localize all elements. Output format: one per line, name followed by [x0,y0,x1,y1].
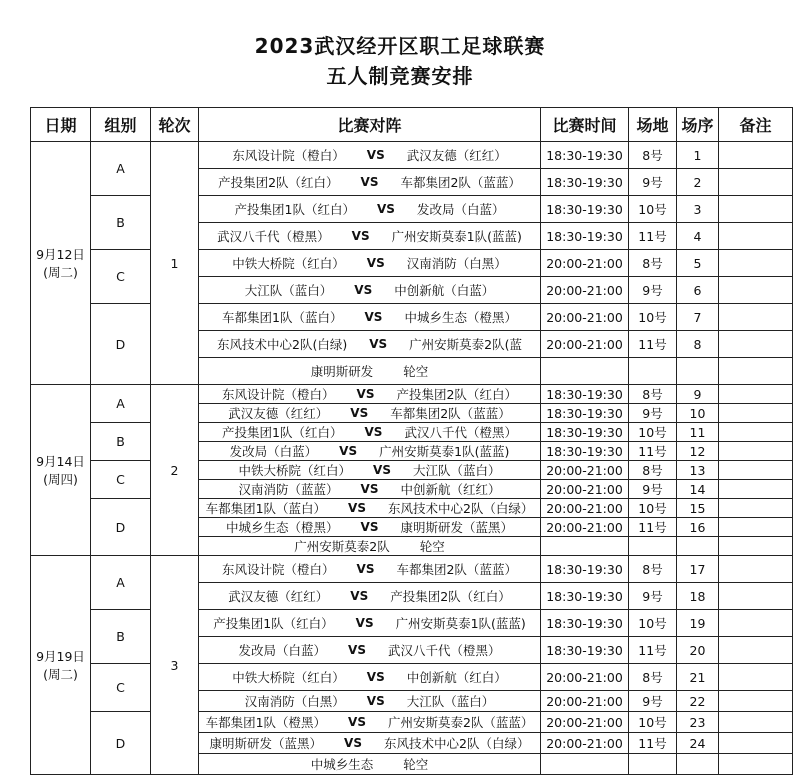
vs-label: VS [360,482,379,496]
matchup-cell [199,385,541,404]
time-cell: 20:00-21:00 [541,331,629,358]
time-cell: 18:30-19:30 [541,196,629,223]
table-row [31,610,793,637]
away-team: 车都集团2队（蓝蓝） [396,562,517,577]
bye-info [199,537,540,555]
home-team: 东风技术中心2队(白绿) [217,337,348,352]
venue-cell: 11号 [629,223,677,250]
vs-label: VS [351,229,370,243]
note-cell [719,404,793,423]
home-team: 武汉八千代（橙黑） [217,229,330,244]
group-cell: C [91,461,151,499]
round-cell: 1 [151,142,199,385]
page-subtitle: 五人制竞赛安排 [326,64,474,88]
away-team: 广州安斯莫泰1队(蓝蓝) [379,444,510,459]
table-row [31,712,793,733]
group-cell: B [91,196,151,250]
home-team: 武汉友德（红红） [228,406,329,421]
table-row [31,499,793,518]
vs-label: VS [369,337,388,351]
bye-info [199,755,540,773]
group-cell: B [91,423,151,461]
matchup [199,173,540,191]
venue-cell: 10号 [629,196,677,223]
vs-label: VS [366,256,385,270]
order-cell: 23 [677,712,719,733]
matchup [199,423,540,441]
matchup [199,281,540,299]
time-cell: 18:30-19:30 [541,223,629,250]
matchup-cell [199,404,541,423]
venue-cell: 8号 [629,250,677,277]
note-cell [719,223,793,250]
vs-label: VS [356,562,375,576]
group-cell: C [91,250,151,304]
matchup-cell [199,637,541,664]
venue-cell: 11号 [629,637,677,664]
time-cell: 20:00-21:00 [541,691,629,712]
note-cell [719,442,793,461]
round-cell: 3 [151,556,199,775]
bye-cell [199,537,541,556]
time-cell: 18:30-19:30 [541,583,629,610]
vs-label: VS [354,283,373,297]
order-cell: 1 [677,142,719,169]
matchup [199,254,540,272]
matchup [199,461,540,479]
note-cell [719,610,793,637]
date-text: 9月12日 [36,247,85,262]
vs-label: VS [373,463,391,477]
matchup-cell [199,442,541,461]
bye-cell [199,754,541,775]
matchup [199,734,540,752]
venue-cell: 8号 [629,385,677,404]
weekday-text: (周四) [43,472,78,487]
note-cell [719,169,793,196]
matchup-cell [199,169,541,196]
time-cell: 18:30-19:30 [541,169,629,196]
matchup [199,668,540,686]
bye-label: 轮空 [419,539,445,554]
home-team: 大江队（蓝白） [244,283,333,298]
date-text: 9月19日 [36,649,85,664]
matchup [199,146,540,164]
time-cell: 20:00-21:00 [541,304,629,331]
order-cell: 12 [677,442,719,461]
note-cell [719,304,793,331]
vs-label: VS [350,589,369,603]
header-date: 日期 [31,108,91,142]
venue-cell: 9号 [629,404,677,423]
venue-cell: 9号 [629,169,677,196]
order-cell: 16 [677,518,719,537]
bye-cell [199,358,541,385]
vs-label: VS [348,715,366,729]
matchup [199,385,540,403]
time-cell: 18:30-19:30 [541,442,629,461]
schedule-table [30,107,793,775]
date-text: 9月14日 [36,454,85,469]
note-cell [719,196,793,223]
header-time: 比赛时间 [541,108,629,142]
bye-order-cell [677,537,719,556]
matchup-cell [199,223,541,250]
header-venue: 场地 [629,108,677,142]
venue-cell: 10号 [629,304,677,331]
note-cell [719,664,793,691]
home-team: 中铁大桥院（红白） [232,670,345,685]
away-team: 产投集团2队（红白） [396,387,517,402]
away-team: 中城乡生态（橙黑） [404,310,517,325]
matchup-cell [199,331,541,358]
note-cell [719,423,793,442]
matchup-cell [199,733,541,754]
order-cell: 20 [677,637,719,664]
bye-venue-cell [629,358,677,385]
schedule-body [31,142,793,775]
matchup [199,587,540,605]
home-team: 中铁大桥院（红白） [238,463,352,478]
away-team: 武汉友德（红红） [406,148,507,163]
bye-time-cell [541,537,629,556]
vs-label: VS [366,694,385,708]
matchup-cell [199,480,541,499]
time-cell: 18:30-19:30 [541,637,629,664]
home-team: 汉南消防（蓝蓝） [238,482,339,497]
home-team: 中铁大桥院（红白） [232,256,345,271]
venue-cell: 11号 [629,518,677,537]
home-team: 东风设计院（橙白） [232,148,345,163]
vs-label: VS [339,444,358,458]
vs-label: VS [377,202,395,216]
table-row [31,142,793,169]
note-cell [719,461,793,480]
vs-label: VS [360,175,379,189]
group-cell: D [91,304,151,385]
matchup [199,335,540,353]
order-cell: 19 [677,610,719,637]
note-cell [719,331,793,358]
round-cell: 2 [151,385,199,556]
table-row [31,196,793,223]
order-cell: 7 [677,304,719,331]
order-cell: 18 [677,583,719,610]
date-cell [31,385,91,556]
vs-label: VS [364,310,383,324]
group-cell: A [91,385,151,423]
vs-label: VS [364,425,383,439]
date-cell [31,142,91,385]
away-team: 大江队（蓝白） [412,463,501,478]
away-team: 大江队（蓝白） [406,694,495,709]
bye-order-cell [677,754,719,775]
group-cell: B [91,610,151,664]
order-cell: 6 [677,277,719,304]
bye-time-cell [541,754,629,775]
away-team: 广州安斯莫泰2队（蓝蓝） [387,715,534,730]
away-team: 康明斯研发（蓝黑） [400,520,513,535]
home-team: 武汉友德（红红） [228,589,329,604]
venue-cell: 10号 [629,499,677,518]
note-cell [719,480,793,499]
home-team: 产投集团1队（红白） [213,616,334,631]
note-cell [719,385,793,404]
table-row [31,250,793,277]
vs-label: VS [366,148,385,162]
order-cell: 4 [677,223,719,250]
bye-team: 广州安斯莫泰2队 [294,539,390,554]
bye-time-cell [541,358,629,385]
away-team: 车都集团2队（蓝蓝） [390,406,511,421]
venue-cell: 9号 [629,583,677,610]
venue-cell: 8号 [629,664,677,691]
home-team: 车都集团1队（蓝白） [205,501,327,516]
vs-label: VS [348,501,366,515]
time-cell: 18:30-19:30 [541,385,629,404]
note-cell [719,499,793,518]
note-cell [719,733,793,754]
bye-venue-cell [629,537,677,556]
matchup [199,641,540,659]
time-cell: 20:00-21:00 [541,480,629,499]
order-cell: 17 [677,556,719,583]
order-cell: 15 [677,499,719,518]
header-round: 轮次 [151,108,199,142]
order-cell: 24 [677,733,719,754]
time-cell: 18:30-19:30 [541,404,629,423]
order-cell: 22 [677,691,719,712]
table-row [31,556,793,583]
time-cell: 18:30-19:30 [541,423,629,442]
matchup [199,480,540,498]
time-cell: 20:00-21:00 [541,733,629,754]
matchup-cell [199,142,541,169]
page-title: 2023武汉经开区职工足球联赛 [254,34,546,58]
matchup [199,200,540,218]
away-team: 武汉八千代（橙黑） [387,643,501,658]
time-cell: 20:00-21:00 [541,518,629,537]
home-team: 车都集团1队（橙黑） [205,715,327,730]
venue-cell: 10号 [629,610,677,637]
matchup-cell [199,583,541,610]
vs-label: VS [356,387,375,401]
matchup [199,442,540,460]
away-team: 东风技术中心2队（白绿） [387,501,534,516]
weekday-text: (周二) [43,667,78,682]
matchup-cell [199,556,541,583]
matchup-cell [199,691,541,712]
away-team: 广州安斯莫泰2队(蓝 [409,337,522,352]
order-cell: 21 [677,664,719,691]
matchup [199,308,540,326]
note-cell [719,691,793,712]
header-row [31,108,793,142]
time-cell: 20:00-21:00 [541,499,629,518]
matchup-cell [199,277,541,304]
note-cell [719,277,793,304]
weekday-text: (周二) [43,265,78,280]
home-team: 产投集团1队（红白） [222,425,343,440]
home-team: 产投集团1队（红白） [234,202,355,217]
matchup [199,713,540,731]
table-row [31,664,793,691]
table-row [31,423,793,442]
order-cell: 13 [677,461,719,480]
time-cell: 20:00-21:00 [541,277,629,304]
date-cell [31,556,91,775]
time-cell: 20:00-21:00 [541,664,629,691]
vs-label: VS [344,736,362,750]
vs-label: VS [360,520,379,534]
venue-cell: 9号 [629,480,677,499]
vs-label: VS [348,643,366,657]
away-team: 车都集团2队（蓝蓝） [400,175,521,190]
group-cell: A [91,142,151,196]
vs-label: VS [350,406,369,420]
away-team: 中创新航（红白） [406,670,507,685]
header-note: 备注 [719,108,793,142]
table-row [31,304,793,331]
matchup [199,692,540,710]
matchup [199,518,540,536]
venue-cell: 11号 [629,733,677,754]
header-matchup: 比赛对阵 [199,108,541,142]
venue-cell: 10号 [629,423,677,442]
away-team: 广州安斯莫泰1队(蓝蓝) [391,229,522,244]
matchup-cell [199,461,541,480]
away-team: 中创新航（白蓝） [394,283,495,298]
bye-label: 轮空 [403,757,429,772]
header-group: 组别 [91,108,151,142]
home-team: 东风设计院（橙白） [222,387,335,402]
bye-order-cell [677,358,719,385]
home-team: 汉南消防（白黑） [244,694,345,709]
bye-note-cell [719,358,793,385]
away-team: 东风技术中心2队（白绿） [383,736,530,751]
matchup-cell [199,712,541,733]
vs-label: VS [366,670,385,684]
matchup [199,560,540,578]
matchup-cell [199,250,541,277]
group-cell: D [91,499,151,556]
time-cell: 18:30-19:30 [541,610,629,637]
bye-team: 中城乡生态 [310,757,374,772]
matchup [199,499,540,517]
note-cell [719,250,793,277]
home-team: 康明斯研发（蓝黑） [209,736,323,751]
away-team: 广州安斯莫泰1队(蓝蓝) [395,616,526,631]
home-team: 产投集团2队（红白） [218,175,339,190]
note-cell [719,142,793,169]
bye-info [199,362,540,380]
home-team: 发改局（白蓝） [238,643,327,658]
home-team: 车都集团1队（蓝白） [222,310,343,325]
note-cell [719,583,793,610]
time-cell: 20:00-21:00 [541,461,629,480]
home-team: 中城乡生态（橙黑） [226,520,339,535]
venue-cell: 11号 [629,442,677,461]
venue-cell: 10号 [629,712,677,733]
order-cell: 9 [677,385,719,404]
group-cell: D [91,712,151,775]
home-team: 东风设计院（橙白） [222,562,335,577]
matchup-cell [199,196,541,223]
matchup [199,227,540,245]
order-cell: 5 [677,250,719,277]
venue-cell: 9号 [629,691,677,712]
bye-note-cell [719,754,793,775]
away-team: 武汉八千代（橙黑） [404,425,517,440]
table-row [31,461,793,480]
header-order: 场序 [677,108,719,142]
time-cell: 20:00-21:00 [541,250,629,277]
group-cell: C [91,664,151,712]
bye-note-cell [719,537,793,556]
bye-team: 康明斯研发 [310,364,374,379]
venue-cell: 8号 [629,461,677,480]
away-team: 汉南消防（白黑） [406,256,507,271]
note-cell [719,556,793,583]
note-cell [719,712,793,733]
matchup-cell [199,610,541,637]
vs-label: VS [355,616,374,630]
order-cell: 10 [677,404,719,423]
away-team: 产投集团2队（红白） [390,589,511,604]
table-row [31,385,793,404]
order-cell: 8 [677,331,719,358]
matchup [199,404,540,422]
venue-cell: 8号 [629,142,677,169]
order-cell: 14 [677,480,719,499]
bye-venue-cell [629,754,677,775]
venue-cell: 11号 [629,331,677,358]
venue-cell: 8号 [629,556,677,583]
matchup-cell [199,304,541,331]
matchup-cell [199,664,541,691]
order-cell: 3 [677,196,719,223]
time-cell: 20:00-21:00 [541,712,629,733]
home-team: 发改局（白蓝） [229,444,318,459]
matchup-cell [199,423,541,442]
note-cell [719,518,793,537]
venue-cell: 9号 [629,277,677,304]
matchup-cell [199,499,541,518]
time-cell: 18:30-19:30 [541,142,629,169]
note-cell [719,637,793,664]
time-cell: 18:30-19:30 [541,556,629,583]
matchup-cell [199,518,541,537]
order-cell: 2 [677,169,719,196]
bye-label: 轮空 [403,364,429,379]
away-team: 中创新航（红红） [400,482,501,497]
group-cell: A [91,556,151,610]
matchup [199,614,540,632]
order-cell: 11 [677,423,719,442]
away-team: 发改局（白蓝） [416,202,505,217]
